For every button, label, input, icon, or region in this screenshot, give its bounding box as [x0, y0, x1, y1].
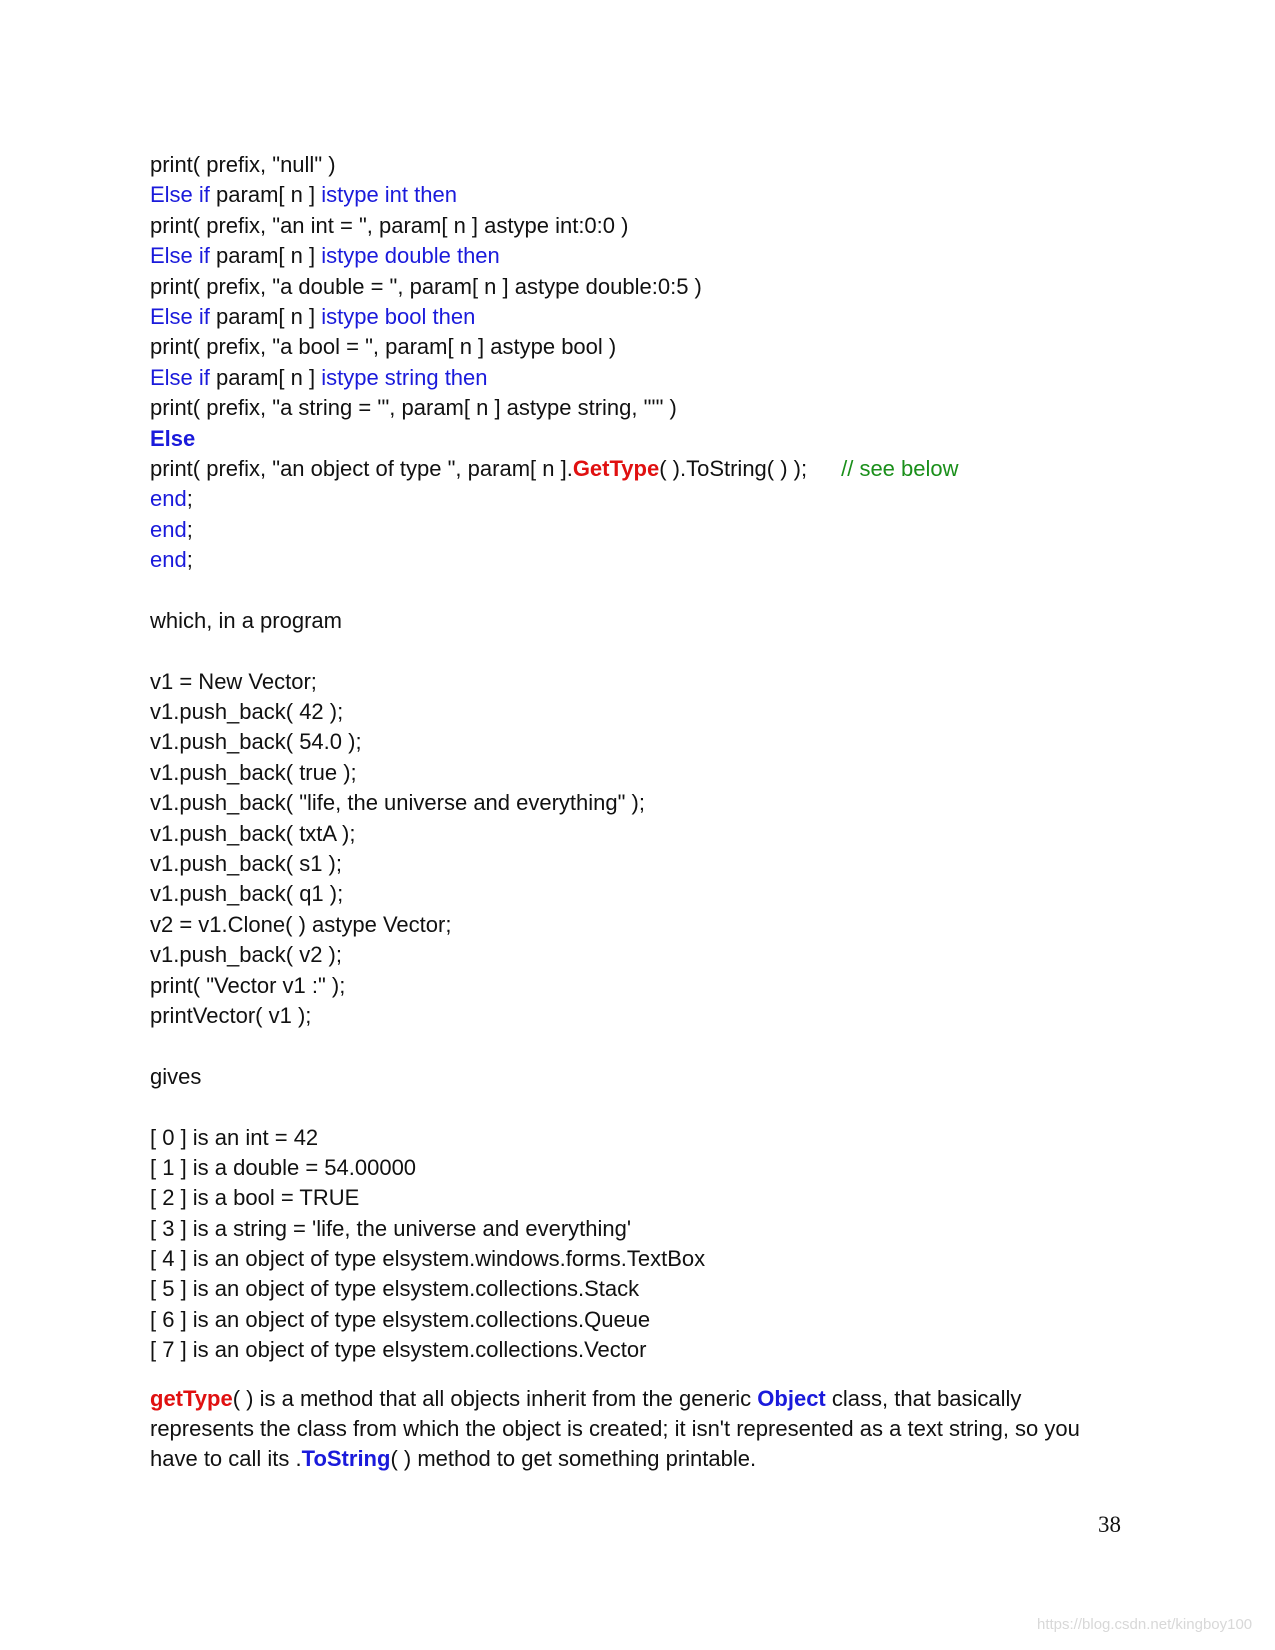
tostring-term: ToString: [301, 1446, 391, 1472]
keyword: Else if: [150, 303, 210, 329]
output-line: [ 2 ] is a bool = TRUE: [150, 1185, 360, 1211]
page-content: [150, 150, 1130, 1475]
object-term: Object: [757, 1385, 826, 1411]
code-line: v1.push_back( "life, the universe and everything" );: [150, 790, 645, 816]
explanation-text: ( ) method to get something printable.: [390, 1446, 757, 1472]
keyword: Else if: [150, 243, 210, 269]
code-line: v1.push_back( 42 );: [150, 699, 344, 725]
keyword: istype int then: [321, 182, 457, 208]
code-text: ( ).ToString( ) );: [659, 455, 808, 481]
keyword: istype double then: [321, 243, 500, 269]
code-text: param[ n ]: [209, 182, 322, 208]
code-line: [150, 515, 1130, 545]
code-line: v2 = v1.Clone( ) astype Vector;: [150, 911, 452, 937]
code-line: print( "Vector v1 :" );: [150, 972, 346, 998]
output-line: [ 1 ] is a double = 54.00000: [150, 1154, 417, 1180]
code-line: v1.push_back( q1 );: [150, 881, 344, 907]
keyword: end: [150, 516, 187, 542]
keyword: istype string then: [321, 364, 488, 390]
output-line: [ 7 ] is an object of type elsystem.collections.Vector: [150, 1337, 647, 1363]
code-block-program: [150, 667, 1130, 1032]
code-line: [150, 545, 1130, 575]
code-line: print( prefix, "a string = '", param[ n ] astype string, "'" ): [150, 395, 677, 421]
gettype-term: getType: [150, 1385, 233, 1411]
code-line: print( prefix, "an int = ", param[ n ] astype int:0:0 ): [150, 212, 629, 238]
intro-text: which, in a program: [150, 607, 342, 633]
gettype-highlight: GetType: [572, 455, 660, 481]
keyword: istype bool then: [321, 303, 476, 329]
output-line: [ 6 ] is an object of type elsystem.collections.Queue: [150, 1306, 651, 1332]
code-line: v1.push_back( 54.0 );: [150, 729, 362, 755]
code-block-conditional: [150, 150, 1130, 575]
keyword: end: [150, 486, 187, 512]
code-text: ;: [186, 486, 193, 512]
code-comment: // see below: [841, 455, 959, 481]
output-line: [ 5 ] is an object of type elsystem.collections.Stack: [150, 1276, 640, 1302]
keyword: Else if: [150, 182, 210, 208]
code-text: param[ n ]: [209, 364, 322, 390]
code-text: ;: [186, 516, 193, 542]
code-line: printVector( v1 );: [150, 1002, 312, 1028]
code-line: [150, 484, 1130, 514]
code-line: print( prefix, "null" ): [150, 152, 336, 177]
gives-text: gives: [150, 1063, 202, 1089]
code-text: ;: [186, 547, 193, 573]
explanation-text: class, that basically represents the class from which the object is created; it isn't represented as a text string, so you have to call its .: [150, 1385, 1080, 1472]
output-block: [150, 1123, 1130, 1366]
code-line: v1 = New Vector;: [150, 668, 317, 694]
code-line: print( prefix, "a bool = ", param[ n ] astype bool ): [150, 334, 617, 360]
code-line: v1.push_back( txtA );: [150, 820, 356, 846]
code-line: [150, 363, 1130, 393]
keyword: end: [150, 547, 187, 573]
keyword: Else if: [150, 364, 210, 390]
code-text: print( prefix, "an object of type ", param[ n ].: [150, 455, 573, 481]
watermark: https://blog.csdn.net/kingboy100: [1037, 1616, 1253, 1633]
output-line: [ 3 ] is a string = 'life, the universe and everything': [150, 1215, 632, 1241]
code-line-else: Else: [150, 425, 196, 451]
code-line: v1.push_back( s1 );: [150, 850, 342, 876]
code-line: [150, 241, 1130, 271]
code-line: [150, 302, 1130, 332]
output-line: [ 0 ] is an int = 42: [150, 1124, 319, 1150]
explanation-text: ( ) is a method that all objects inherit from the generic: [232, 1385, 758, 1411]
code-line: [150, 454, 1130, 484]
code-line: v1.push_back( v2 );: [150, 942, 342, 968]
code-text: param[ n ]: [209, 243, 322, 269]
code-line: v1.push_back( true );: [150, 759, 357, 785]
explanation-paragraph: [150, 1384, 1130, 1475]
page-number: 38: [1098, 1512, 1121, 1537]
code-line: print( prefix, "a double = ", param[ n ] astype double:0:5 ): [150, 273, 702, 299]
output-line: [ 4 ] is an object of type elsystem.windows.forms.TextBox: [150, 1246, 706, 1272]
code-line: [150, 180, 1130, 210]
code-text: param[ n ]: [209, 303, 322, 329]
